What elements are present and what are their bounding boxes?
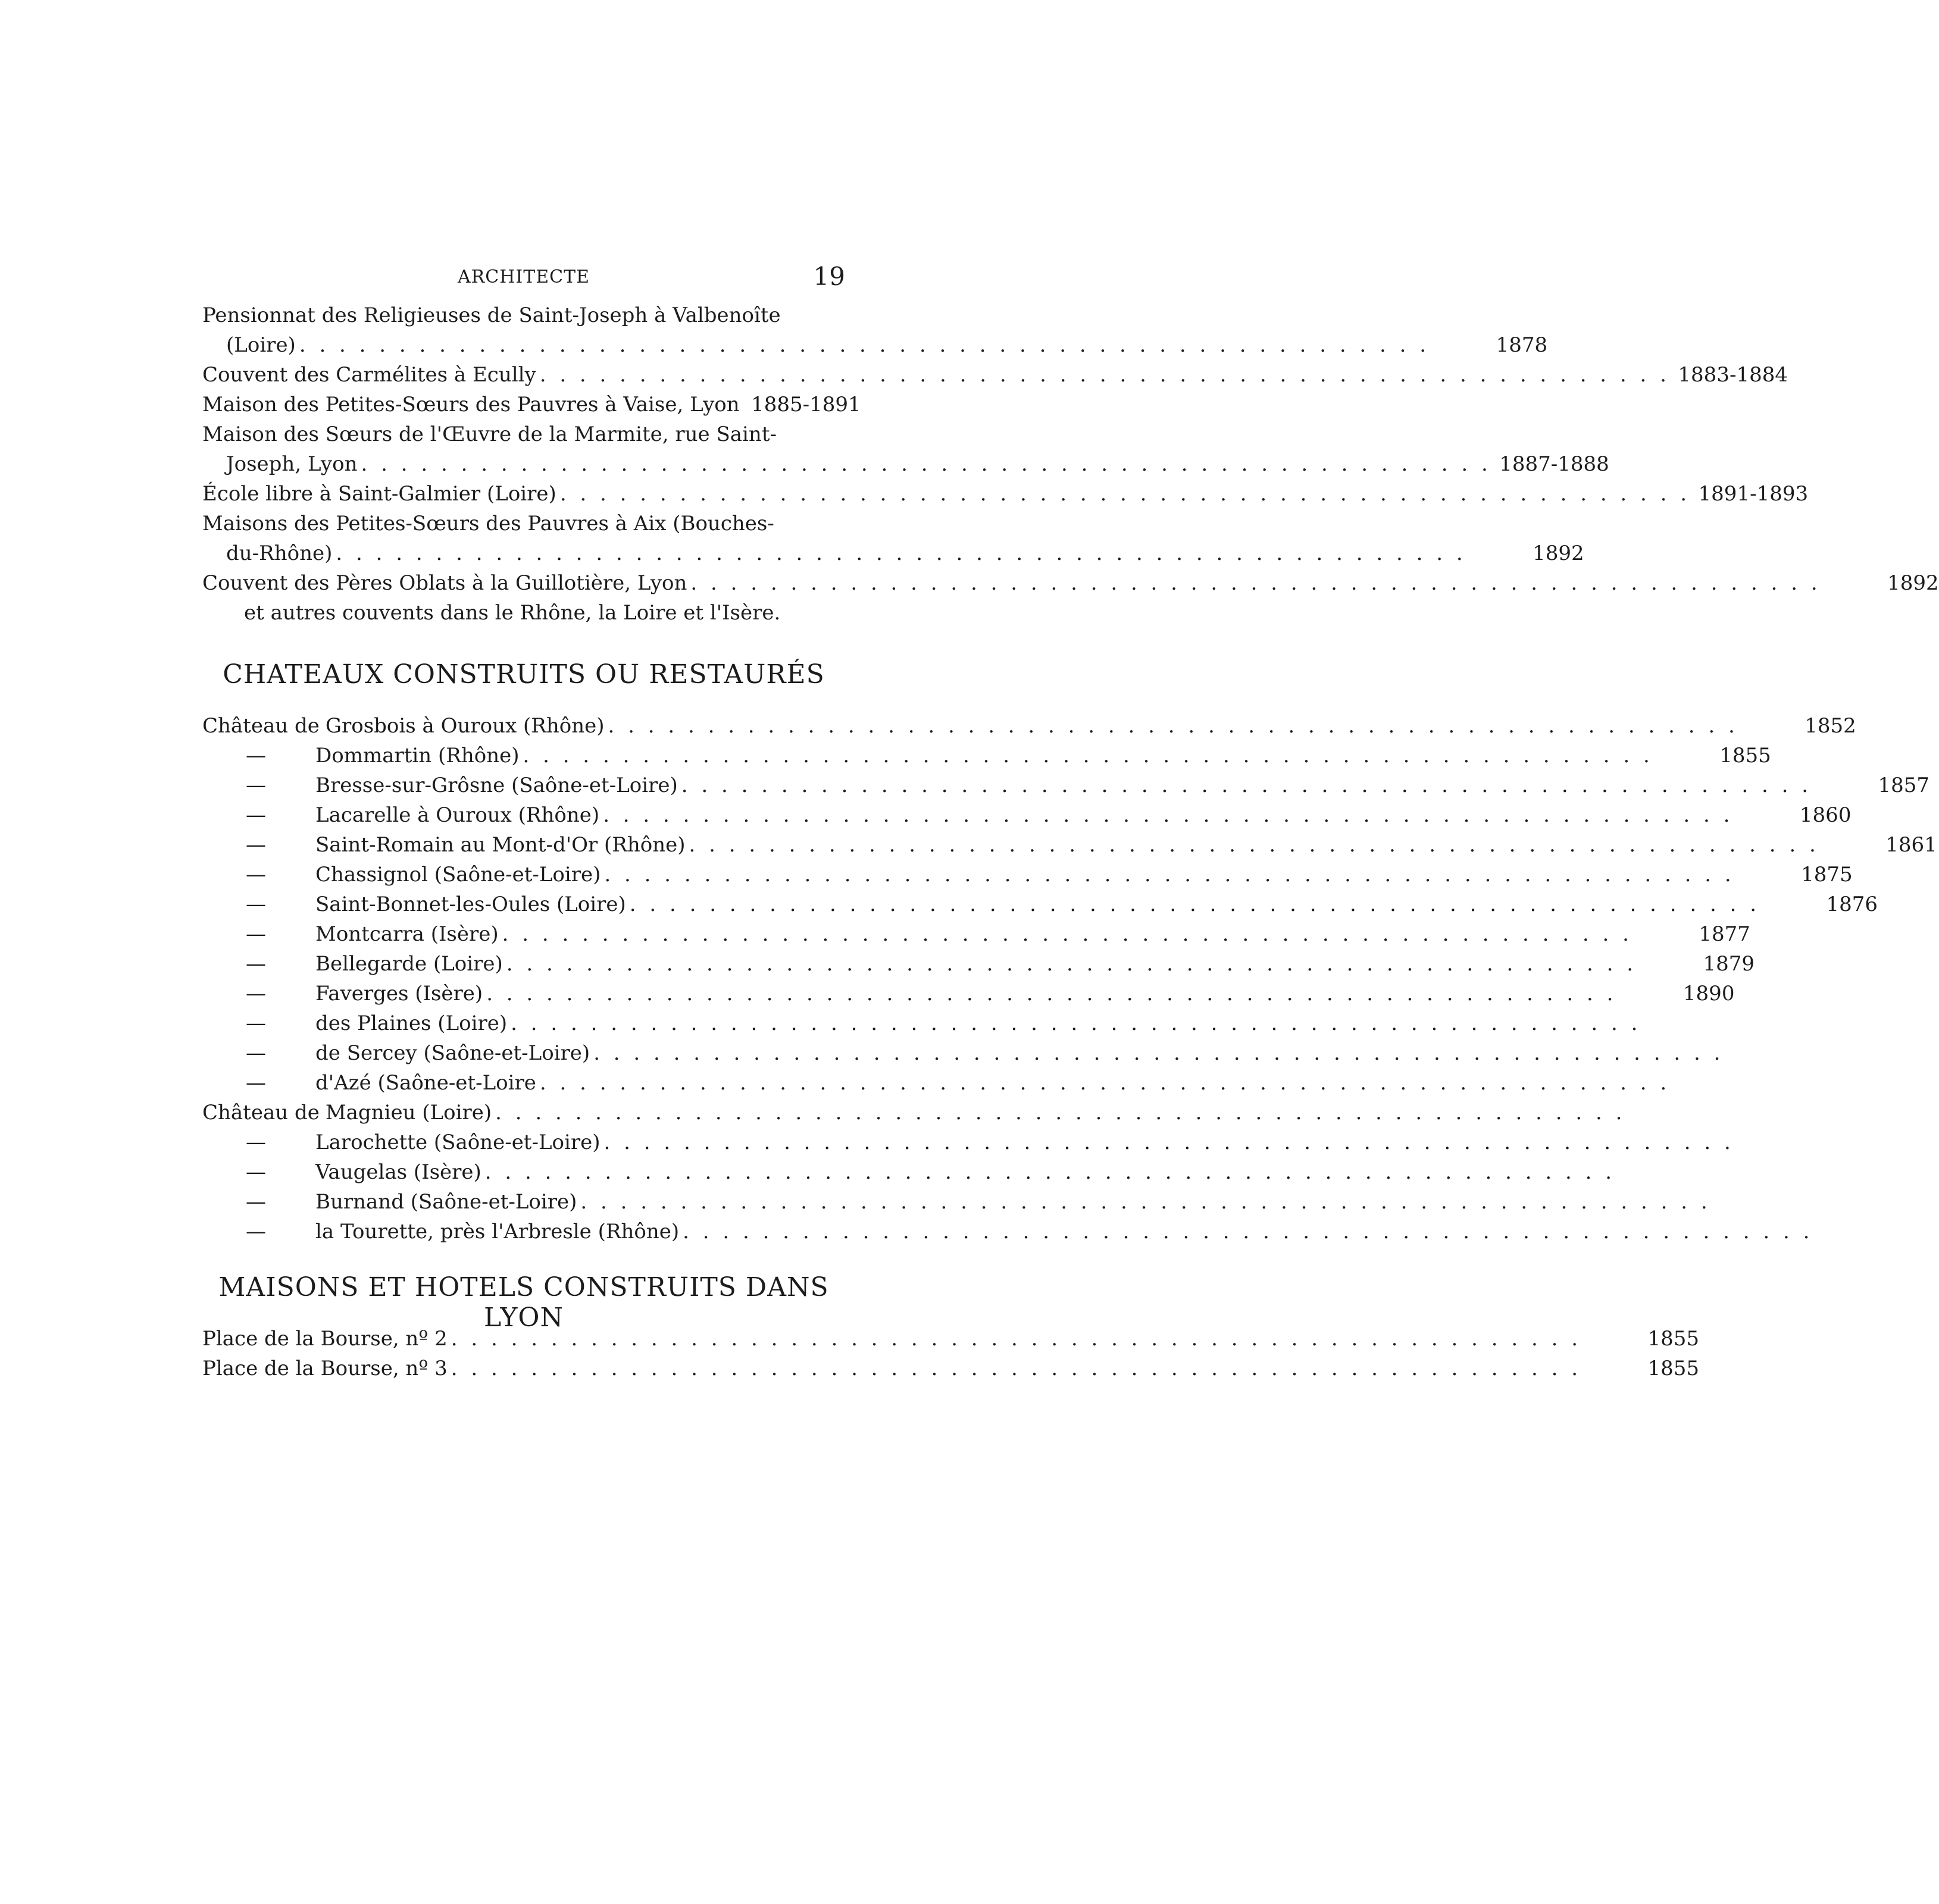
ditto-mark: —: [246, 803, 266, 827]
dot-leader: [630, 890, 1760, 919]
castles-list: [202, 711, 1937, 1247]
list-item: [202, 1009, 845, 1038]
list-item-label: Couvent des Pères Oblats à la Guillotière, Lyon: [202, 571, 687, 595]
list-item-date: 1878: [1496, 333, 1548, 357]
dot-leader: [603, 800, 1733, 830]
list-item-date: 1890: [1682, 982, 1735, 1006]
dot-leader: [540, 1068, 1670, 1098]
dot-leader: [361, 449, 1491, 479]
list-item: [202, 449, 1609, 479]
dot-leader: [683, 1217, 1813, 1247]
dot-leader: [336, 538, 1466, 568]
list-item: [202, 1038, 845, 1068]
list-item-label: Vaugelas (Isère): [315, 1160, 481, 1184]
page-number: 19: [813, 262, 845, 291]
dot-leader: [580, 1187, 1710, 1217]
list-item-date: 1887-1888: [1499, 452, 1609, 476]
list-item-label: Burnand (Saône-et-Loire): [315, 1190, 577, 1214]
list-item-line: Pensionnat des Religieuses de Saint-Joseph à Valbenoîte: [202, 303, 781, 327]
list-item-date: 1885-1891: [751, 393, 861, 416]
running-title: ARCHITECTE: [458, 267, 590, 287]
ditto-mark: —: [246, 1220, 266, 1244]
dot-leader: [495, 1098, 1625, 1128]
list-item: [202, 830, 1937, 860]
list-item: [202, 1217, 845, 1247]
list-item-date: 1855: [1647, 1327, 1700, 1351]
dot-leader: [451, 1354, 1581, 1383]
list-item: [202, 949, 1755, 979]
list-item-label: Maison des Petites-Sœurs des Pauvres à Vaise, Lyon: [202, 393, 740, 416]
list-item-label: Bellegarde (Loire): [315, 952, 503, 976]
list-item-date: 1879: [1703, 952, 1755, 976]
dot-leader: [560, 479, 1690, 509]
list-item: [202, 360, 1788, 390]
houses-list: [202, 1324, 1700, 1383]
religious-works-list: [202, 300, 1939, 628]
dot-leader: [502, 919, 1632, 949]
list-item-label: la Tourette, près l'Arbresle (Rhône): [315, 1220, 680, 1244]
list-item-label: du-Rhône): [226, 541, 333, 565]
ditto-mark: —: [246, 1012, 266, 1035]
ditto-mark: —: [246, 1041, 266, 1065]
list-item-date: 1883-1884: [1678, 363, 1788, 387]
list-item-line: Maisons des Petites-Sœurs des Pauvres à Aix (Bouches-: [202, 512, 774, 536]
list-item: [202, 1354, 1700, 1383]
list-item-label: Chassignol (Saône-et-Loire): [315, 863, 601, 887]
list-item-label: Faverges (Isère): [315, 982, 483, 1006]
list-item-label: Place de la Bourse, nº 2: [202, 1327, 448, 1351]
list-item-date: 1860: [1799, 803, 1852, 827]
list-item-label: Montcarra (Isère): [315, 922, 499, 946]
list-item: [202, 919, 1750, 949]
list-item: [202, 1324, 1700, 1354]
dot-leader: [689, 830, 1819, 860]
list-item: [202, 711, 1856, 741]
list-item-label: Lacarelle à Ouroux (Rhône): [315, 803, 600, 827]
ditto-mark: —: [246, 863, 266, 887]
ditto-mark: —: [246, 1160, 266, 1184]
list-item-date: 1852: [1804, 714, 1856, 738]
list-item-label: (Loire): [226, 333, 296, 357]
ditto-mark: —: [246, 833, 266, 857]
list-item-date: 1877: [1699, 922, 1750, 946]
list-item: [202, 771, 1930, 800]
dot-leader: [451, 1324, 1581, 1354]
dot-leader: [523, 741, 1653, 771]
list-note: et autres couvents dans le Rhône, la Loire et l'Isère.: [244, 601, 781, 625]
list-item: [202, 860, 1853, 890]
list-item: [202, 1098, 845, 1128]
ditto-mark: —: [246, 982, 266, 1006]
list-item: [202, 1187, 845, 1217]
ditto-mark: —: [246, 892, 266, 916]
list-item-label: des Plaines (Loire): [315, 1012, 508, 1035]
list-item: [202, 568, 1939, 598]
list-item-line: Maison des Sœurs de l'Œuvre de la Marmite, rue Saint-: [202, 422, 777, 446]
list-item-label: Joseph, Lyon: [226, 452, 358, 476]
ditto-mark: —: [246, 744, 266, 768]
list-item: [202, 538, 1584, 568]
list-item-date: 1861: [1885, 833, 1937, 857]
ditto-mark: —: [246, 922, 266, 946]
ditto-mark: —: [246, 1071, 266, 1095]
ditto-mark: —: [246, 774, 266, 797]
ditto-mark: —: [246, 952, 266, 976]
list-item-label: Dommartin (Rhône): [315, 744, 520, 768]
list-item-label: Grosbois à Ouroux (Rhône): [325, 714, 605, 738]
dot-leader: [511, 1009, 1641, 1038]
list-item: [202, 479, 1809, 509]
list-item: [202, 741, 1771, 771]
list-item: [202, 800, 1852, 830]
list-item-label: Couvent des Carmélites à Ecully: [202, 363, 536, 387]
ditto-mark: —: [246, 1190, 266, 1214]
list-item-label: d'Azé (Saône-et-Loire: [315, 1071, 536, 1095]
list-item-date: 1892: [1533, 541, 1584, 565]
dot-leader: [604, 860, 1734, 890]
section-heading-castles: CHATEAUX CONSTRUITS OU RESTAURÉS: [223, 659, 825, 690]
dot-leader: [604, 1128, 1734, 1157]
dot-leader: [299, 330, 1430, 360]
list-item-prefix: Château de: [202, 1101, 320, 1125]
list-item: [202, 1128, 845, 1157]
list-item-date: 1892: [1887, 571, 1939, 595]
list-item: [202, 979, 1735, 1009]
list-item: [202, 1068, 845, 1098]
section-heading-houses: MAISONS ET HOTELS CONSTRUITS DANS LYON: [218, 1272, 829, 1333]
dot-leader: [486, 979, 1616, 1009]
dot-leader: [608, 711, 1738, 741]
dot-leader: [593, 1038, 1724, 1068]
list-item: [202, 390, 861, 419]
list-item-label: Bresse-sur-Grôsne (Saône-et-Loire): [315, 774, 678, 797]
running-head: [202, 262, 845, 298]
dot-leader: [690, 568, 1821, 598]
list-item: [202, 1157, 845, 1187]
dot-leader: [681, 771, 1812, 800]
dot-leader: [485, 1157, 1615, 1187]
list-item: [202, 330, 1548, 360]
dot-leader: [506, 949, 1637, 979]
list-item-date: 1855: [1647, 1357, 1700, 1380]
list-item-label: École libre à Saint-Galmier (Loire): [202, 482, 556, 506]
list-item-date: 1855: [1719, 744, 1771, 768]
list-item-date: 1875: [1801, 863, 1853, 887]
list-item-date: 1876: [1826, 892, 1878, 916]
list-item-date: 1891-1893: [1698, 482, 1809, 506]
list-item-date: 1857: [1878, 774, 1930, 797]
list-item-label: Saint-Romain au Mont-d'Or (Rhône): [315, 833, 686, 857]
dot-leader: [540, 360, 1670, 390]
list-item-prefix: Château de: [202, 714, 320, 738]
ditto-mark: —: [246, 1130, 266, 1154]
list-item-label: Saint-Bonnet-les-Oules (Loire): [315, 892, 626, 916]
list-item-label: Magnieu (Loire): [325, 1101, 492, 1125]
list-item-label: Larochette (Saône-et-Loire): [315, 1130, 601, 1154]
list-item-label: de Sercey (Saône-et-Loire): [315, 1041, 590, 1065]
list-item-label: Place de la Bourse, nº 3: [202, 1357, 448, 1380]
list-item: [202, 890, 1878, 919]
